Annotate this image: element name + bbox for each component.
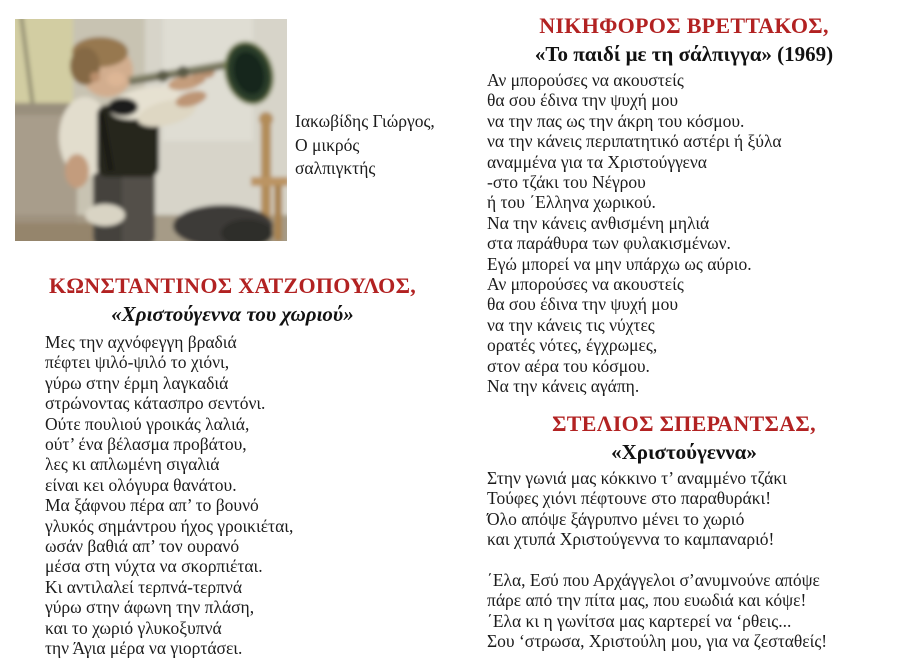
text-line: σαλπιγκτής	[295, 158, 376, 178]
text-line: να την κάνεις τις νύχτες	[487, 314, 655, 335]
text-line	[487, 550, 908, 570]
text-line: Να την κάνεις αγάπη.	[487, 376, 640, 397]
text-line: Όλο απόψε ξάγρυπνο μένει το χωριό	[487, 508, 745, 529]
text-line: στρώνοντας κάτασπρο σεντόνι.	[45, 393, 266, 414]
painting-image	[15, 19, 287, 241]
poem-text	[487, 70, 908, 397]
text-line: Τούφες χιόνι πέφτουνε στο παραθυράκι!	[487, 488, 772, 509]
text-line: γλυκός σημάντρου ήχος γροικιέται,	[45, 515, 294, 536]
poem-section-vrettakos	[460, 12, 908, 397]
text-line: ΄Ελα, Εσύ που Αρχάγγελοι σ’ανυμνούνε απόψε	[487, 570, 820, 591]
text-line: Αν μπορούσες να ακουστείς	[487, 70, 684, 90]
poem-title: «Χριστούγεννα»	[611, 440, 757, 464]
poem-text	[487, 468, 908, 652]
text-line: ΄Ελα κι η γωνίτσα μας καρτερεί να ‘ρθεις...	[487, 610, 792, 631]
painting-caption	[295, 110, 465, 181]
poem-author: ΚΩΝΣΤΑΝΤΙΝΟΣ ΧΑΤΖΟΠΟΥΛΟΣ,	[48, 273, 417, 298]
poem-title: «Χριστούγεννα του χωριού»	[111, 302, 354, 326]
text-line: ή του ΄Ελληνα χωρικού.	[487, 192, 656, 213]
poem-text	[45, 332, 450, 659]
text-line: και το χωριό γλυκοξυπνά	[45, 617, 222, 638]
text-line: μέσα στη νύχτα να σκορπιέται.	[45, 556, 263, 577]
text-line: στα παράθυρα των φυλακισμένων.	[487, 233, 731, 254]
text-line: Αν μπορούσες να ακουστείς	[487, 274, 684, 295]
text-line: Ούτε πουλιού γροικάς λαλιά,	[45, 413, 250, 434]
poem-section-sperantsas	[460, 410, 908, 652]
text-line: Ιακωβίδης Γιώργος,	[295, 111, 435, 131]
text-line: -στο τζάκι του Νέγρου	[487, 172, 646, 193]
text-line: την Άγια μέρα να γιορτάσει.	[45, 638, 243, 659]
text-line: θα σου έδινα την ψυχή μου	[487, 90, 679, 111]
text-line: Μα ξάφνου πέρα απ’ το βουνό	[45, 495, 259, 516]
text-line: γύρω στην έρμη λαγκαδιά	[45, 372, 229, 393]
text-line: Σου ‘στρωσα, Χριστούλη μου, για να ζεσταθείς!	[487, 631, 828, 652]
poem-author: ΣΤΕΛΙΟΣ ΣΠΕΡΑΝΤΣΑΣ,	[552, 411, 816, 436]
text-line: λες κι απλωμένη σιγαλιά	[45, 454, 220, 475]
poem-title: «Το παιδί με τη σάλπιγγα» (1969)	[534, 42, 834, 66]
text-line: Να την κάνεις ανθισμένη μηλιά	[487, 212, 710, 233]
text-line: πέφτει ψιλό-ψιλό το χιόνι,	[45, 352, 230, 373]
text-line: γύρω στην άφωνη την πλάση,	[45, 597, 255, 618]
text-line: Εγώ μπορεί να μην υπάρχω ως αύριο.	[487, 253, 752, 274]
text-line: και χτυπά Χριστούγεννα το καμπαναριό!	[487, 529, 775, 550]
poem-section-hatzopoulos	[15, 272, 450, 659]
text-line: Κι αντιλαλεί τερπνά-τερπνά	[45, 576, 243, 597]
text-line: ούτ’ ένα βέλασμα προβάτου,	[45, 434, 247, 455]
text-line: να την κάνεις περιπατητικό αστέρι ή ξύλα	[487, 131, 782, 152]
text-line: θα σου έδινα την ψυχή μου	[487, 294, 679, 315]
text-line: ωσάν βαθιά απ’ τον ουρανό	[45, 536, 240, 557]
painting-little-trumpeter	[15, 19, 287, 241]
text-line: Στην γωνιά μας κόκκινο τ’ αναμμένο τζάκι	[487, 468, 787, 488]
text-line: ορατές νότες, έγχρωμες,	[487, 335, 658, 356]
text-line: Ο μικρός	[295, 134, 360, 155]
text-line: στον αέρα του κόσμου.	[487, 355, 650, 376]
text-line: πάρε από την πίτα μας, που ευωδιά και κόψε!	[487, 590, 807, 611]
text-line: αναμμένα για τα Χριστούγγενα	[487, 151, 707, 172]
poem-author: ΝΙΚΗΦΟΡΟΣ ΒΡΕΤΤΑΚΟΣ,	[539, 13, 829, 38]
text-line: να την πας ως την άκρη του κόσμου.	[487, 110, 745, 131]
text-line: είναι κει ολόγυρα θανάτου.	[45, 474, 237, 495]
text-line: Μες την αχνόφεγγη βραδιά	[45, 332, 237, 352]
